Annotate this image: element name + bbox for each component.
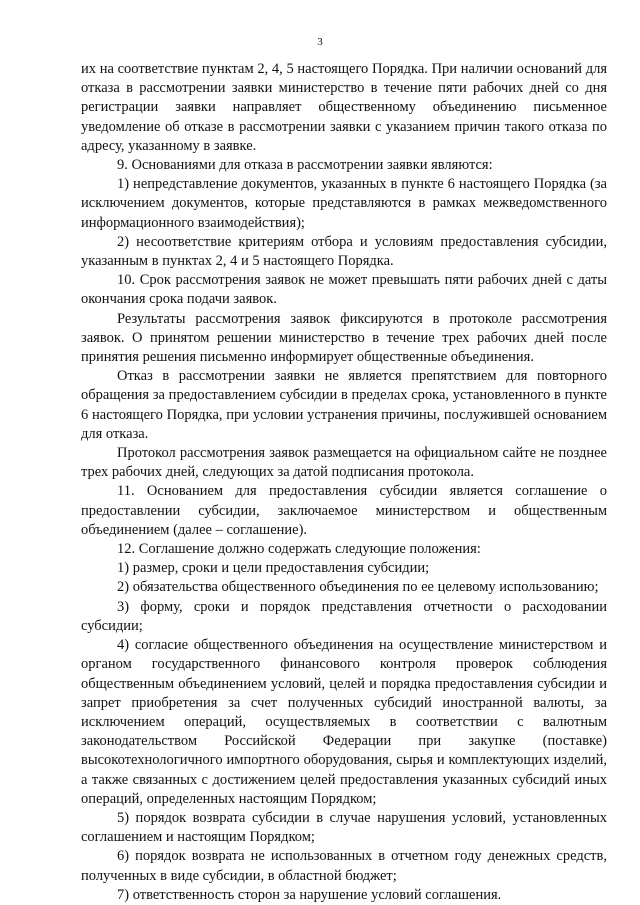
paragraph-clause-9: 9. Основаниями для отказа в рассмотрении заявки являются: — [117, 157, 493, 174]
paragraph-results: Результаты рассмотрения заявок фиксируются в протоколе рассмотрения заявок. О принятом решении министерство в течение трех рабочих дней после принятия решения письменно информирует общественные объединения. — [81, 310, 607, 366]
paragraph-clause-9-item-2: 2) несоответствие критериям отбора и условиям предоставления субсидии, указанным в пунктах 2, 4 и 5 настоящего Порядка. — [81, 233, 607, 270]
paragraph-clause-12-item-1: 1) размер, сроки и цели предоставления субсидии; — [117, 560, 430, 577]
paragraph-clause-12-item-3: 3) форму, сроки и порядок представления отчетности о расходовании субсидии; — [81, 598, 607, 634]
paragraph-protocol: Протокол рассмотрения заявок размещается на официальном сайте не позднее трех рабочих дней, следующих за датой подписания протокола. — [81, 445, 607, 481]
page-number: 3 — [317, 36, 323, 48]
paragraph-clause-10: 10. Срок рассмотрения заявок не может превышать пяти рабочих дней с даты окончания срока подачи заявок. — [81, 272, 607, 308]
paragraph-clause-11: 11. Основанием для предоставления субсидии является соглашение о предоставлении субсидии, заключаемое министерством и общественным объединением (далее – соглашение). — [81, 483, 607, 538]
paragraph-clause-12-item-2: 2) обязательства общественного объединения по ее целевому использованию; — [117, 579, 599, 596]
paragraph-clause-12-item-6: 6) порядок возврата не использованных в отчетном году денежных средств, полученных в виде субсидии, в областной бюджет; — [81, 848, 607, 884]
paragraph-clause-12: 12. Соглашение должно содержать следующие положения: — [117, 541, 481, 558]
paragraph-clause-12-item-4: 4) согласие общественного объединения на осуществление министерством и органом государственного финансового контроля проверок соблюдения общественным объединением условий, целей и порядка предоставления субсидии и запрет приобретения за счет полученных субсидий иностранной валюты, за исключением операций, осуществляемых в соответствии с валютным законодательством Российской Федерации при закупке (поставке) высокотехнологичного импортного оборудования, сырья и комплектующих изделий, а также связанных с достижением целей предоставления указанных субсидий иных операций, определенных настоящим Порядком; — [81, 637, 607, 807]
paragraph-clause-9-item-1: 1) непредставление документов, указанных в пункте 6 настоящего Порядка (за исключением документов, которые представляются в рамках межведомственного информационного взаимодействия); — [81, 176, 607, 231]
paragraph-clause-12-item-7: 7) ответственность сторон за нарушение условий соглашения. — [117, 886, 502, 903]
document-body — [81, 60, 607, 905]
paragraph-continuation: их на соответствие пунктам 2, 4, 5 настоящего Порядка. При наличии оснований для отказа в рассмотрении заявки министерство в течение пяти рабочих дней со дня регистрации заявки направляет общественному объединению письменное уведомление об отказе в рассмотрении заявки с указанием причин такого отказа по адресу, указанному в заявке. — [81, 61, 607, 154]
paragraph-clause-12-item-5: 5) порядок возврата субсидии в случае нарушения условий, установленных соглашением и настоящим Порядком; — [81, 809, 607, 846]
paragraph-refusal: Отказ в рассмотрении заявки не является препятствием для повторного обращения за предоставлением субсидии в пределах срока, установленного в пункте 6 настоящего Порядка, при условии устранения причины, послужившей основанием для отказа. — [81, 368, 607, 442]
